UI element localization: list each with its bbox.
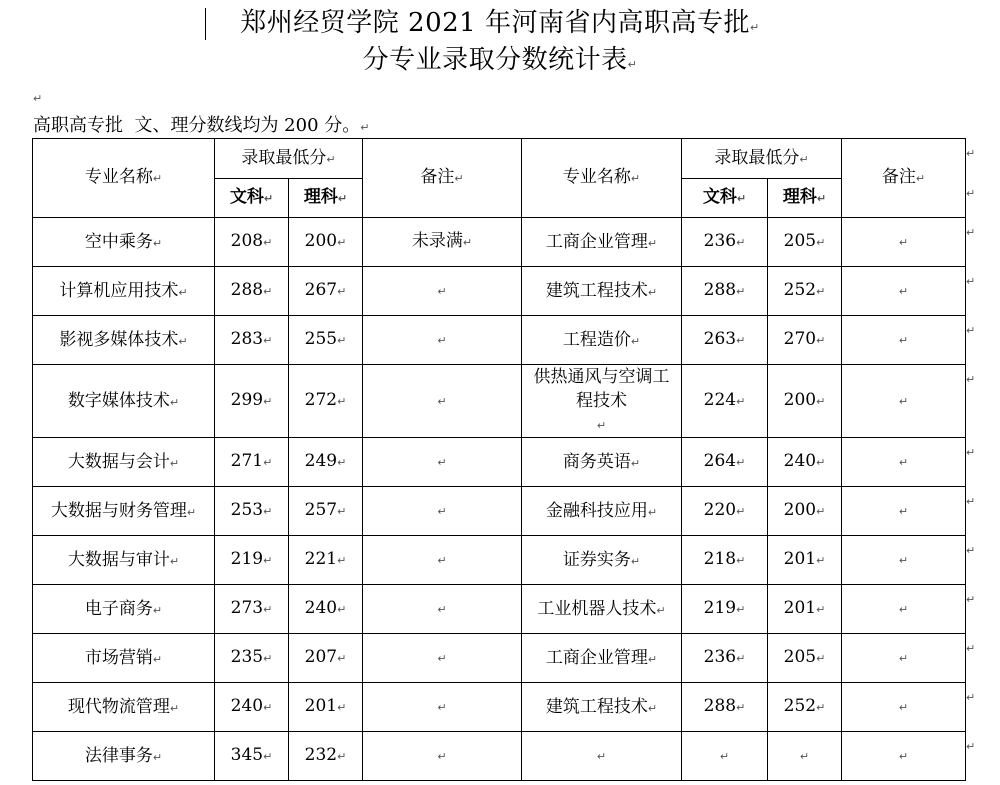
- right-remark-cell: ↵: [842, 536, 966, 585]
- left-liberal-score-cell: 271↵: [215, 438, 289, 487]
- left-science-score-cell: 240↵: [289, 585, 363, 634]
- right-science-score-cell: ↵: [768, 732, 842, 781]
- left-major-cell: 电子商务↵: [33, 585, 215, 634]
- right-major-cell: 供热通风与空调工程技术↵: [522, 365, 682, 438]
- left-liberal-score-cell: 283↵: [215, 316, 289, 365]
- row-end-mark: ↵: [966, 543, 976, 557]
- left-remark-cell: 未录满↵: [363, 218, 522, 267]
- left-major-cell: 大数据与会计↵: [33, 438, 215, 487]
- right-science-score-cell: 270↵: [768, 316, 842, 365]
- row-end-mark: ↵: [966, 274, 976, 288]
- left-science-score-cell: 249↵: [289, 438, 363, 487]
- left-major-cell: 大数据与财务管理↵: [33, 487, 215, 536]
- right-remark-cell: ↵: [842, 585, 966, 634]
- header-min-score-right: 录取最低分↵: [682, 139, 842, 179]
- row-end-mark: ↵: [966, 186, 976, 200]
- right-remark-cell: ↵: [842, 487, 966, 536]
- row-end-mark: ↵: [966, 739, 976, 753]
- right-remark-cell: ↵: [842, 732, 966, 781]
- row-end-mark: ↵: [966, 323, 976, 337]
- left-liberal-score-cell: 345↵: [215, 732, 289, 781]
- header-liberal-right: 文科↵: [682, 179, 768, 218]
- left-major-cell: 市场营销↵: [33, 634, 215, 683]
- right-major-cell: 建筑工程技术↵: [522, 267, 682, 316]
- left-remark-cell: ↵: [363, 536, 522, 585]
- header-science-right: 理科↵: [768, 179, 842, 218]
- left-liberal-score-cell: 219↵: [215, 536, 289, 585]
- right-liberal-score-cell: 236↵: [682, 634, 768, 683]
- right-major-cell: 建筑工程技术↵: [522, 683, 682, 732]
- left-liberal-score-cell: 299↵: [215, 365, 289, 438]
- right-liberal-score-cell: 288↵: [682, 267, 768, 316]
- left-science-score-cell: 232↵: [289, 732, 363, 781]
- left-science-score-cell: 207↵: [289, 634, 363, 683]
- header-row: [33, 139, 966, 179]
- right-major-cell: 工业机器人技术↵: [522, 585, 682, 634]
- left-remark-cell: ↵: [363, 585, 522, 634]
- right-major-cell: ↵: [522, 732, 682, 781]
- left-science-score-cell: 221↵: [289, 536, 363, 585]
- left-science-score-cell: 201↵: [289, 683, 363, 732]
- left-major-cell: 现代物流管理↵: [33, 683, 215, 732]
- right-liberal-score-cell: 264↵: [682, 438, 768, 487]
- left-remark-cell: ↵: [363, 732, 522, 781]
- row-end-mark: ↵: [966, 146, 976, 160]
- right-major-cell: 金融科技应用↵: [522, 487, 682, 536]
- left-major-cell: 影视多媒体技术↵: [33, 316, 215, 365]
- left-major-cell: 计算机应用技术↵: [33, 267, 215, 316]
- right-science-score-cell: 205↵: [768, 634, 842, 683]
- table-row: [33, 585, 966, 634]
- right-science-score-cell: 201↵: [768, 585, 842, 634]
- right-major-cell: 工商企业管理↵: [522, 634, 682, 683]
- left-major-cell: 数字媒体技术↵: [33, 365, 215, 438]
- right-remark-cell: ↵: [842, 365, 966, 438]
- table-row: [33, 267, 966, 316]
- right-liberal-score-cell: 236↵: [682, 218, 768, 267]
- right-remark-cell: ↵: [842, 438, 966, 487]
- document-title-line1: 郑州经贸学院 2021 年河南省内高职高专批↵: [240, 8, 760, 38]
- header-science-left: 理科↵: [289, 179, 363, 218]
- left-major-cell: 大数据与审计↵: [33, 536, 215, 585]
- right-liberal-score-cell: 218↵: [682, 536, 768, 585]
- table-row: [33, 487, 966, 536]
- score-line-note: 高职高专批 文、理分数线均为 200 分。↵: [33, 115, 370, 136]
- right-liberal-score-cell: ↵: [682, 732, 768, 781]
- left-liberal-score-cell: 235↵: [215, 634, 289, 683]
- right-major-cell: 工程造价↵: [522, 316, 682, 365]
- row-end-mark: ↵: [966, 225, 976, 239]
- right-remark-cell: ↵: [842, 683, 966, 732]
- header-major-left: 专业名称↵: [33, 139, 215, 218]
- right-major-cell: 工商企业管理↵: [522, 218, 682, 267]
- left-science-score-cell: 272↵: [289, 365, 363, 438]
- row-end-mark: ↵: [966, 445, 976, 459]
- right-science-score-cell: 240↵: [768, 438, 842, 487]
- left-science-score-cell: 255↵: [289, 316, 363, 365]
- right-liberal-score-cell: 288↵: [682, 683, 768, 732]
- right-science-score-cell: 200↵: [768, 365, 842, 438]
- row-end-mark: ↵: [966, 641, 976, 655]
- header-min-score-left: 录取最低分↵: [215, 139, 363, 179]
- left-remark-cell: ↵: [363, 267, 522, 316]
- table-row: [33, 316, 966, 365]
- left-major-cell: 空中乘务↵: [33, 218, 215, 267]
- right-major-cell: 证券实务↵: [522, 536, 682, 585]
- left-science-score-cell: 257↵: [289, 487, 363, 536]
- right-science-score-cell: 200↵: [768, 487, 842, 536]
- right-science-score-cell: 252↵: [768, 267, 842, 316]
- row-end-mark: ↵: [966, 372, 976, 386]
- left-liberal-score-cell: 288↵: [215, 267, 289, 316]
- admission-score-table: [32, 138, 966, 781]
- header-remark-right: 备注↵: [842, 139, 966, 218]
- left-science-score-cell: 267↵: [289, 267, 363, 316]
- right-liberal-score-cell: 263↵: [682, 316, 768, 365]
- header-liberal-left: 文科↵: [215, 179, 289, 218]
- left-liberal-score-cell: 208↵: [215, 218, 289, 267]
- row-end-mark: ↵: [966, 592, 976, 606]
- left-science-score-cell: 200↵: [289, 218, 363, 267]
- right-science-score-cell: 252↵: [768, 683, 842, 732]
- header-remark-left: 备注↵: [363, 139, 522, 218]
- table-row: [33, 365, 966, 438]
- right-liberal-score-cell: 224↵: [682, 365, 768, 438]
- table-row: [33, 732, 966, 781]
- header-major-right: 专业名称↵: [522, 139, 682, 218]
- right-remark-cell: ↵: [842, 634, 966, 683]
- left-remark-cell: ↵: [363, 365, 522, 438]
- left-liberal-score-cell: 240↵: [215, 683, 289, 732]
- right-remark-cell: ↵: [842, 267, 966, 316]
- left-remark-cell: ↵: [363, 634, 522, 683]
- table-row: [33, 634, 966, 683]
- table-row: [33, 438, 966, 487]
- paragraph-mark: ↵: [33, 92, 43, 105]
- left-major-cell: 法律事务↵: [33, 732, 215, 781]
- left-liberal-score-cell: 253↵: [215, 487, 289, 536]
- right-science-score-cell: 205↵: [768, 218, 842, 267]
- left-remark-cell: ↵: [363, 487, 522, 536]
- right-science-score-cell: 201↵: [768, 536, 842, 585]
- table-row: [33, 536, 966, 585]
- left-liberal-score-cell: 273↵: [215, 585, 289, 634]
- left-remark-cell: ↵: [363, 683, 522, 732]
- right-remark-cell: ↵: [842, 218, 966, 267]
- row-end-mark: ↵: [966, 690, 976, 704]
- left-remark-cell: ↵: [363, 316, 522, 365]
- right-liberal-score-cell: 219↵: [682, 585, 768, 634]
- row-end-mark: ↵: [966, 494, 976, 508]
- right-remark-cell: ↵: [842, 316, 966, 365]
- right-major-cell: 商务英语↵: [522, 438, 682, 487]
- left-remark-cell: ↵: [363, 438, 522, 487]
- document-title-line2: 分专业录取分数统计表↵: [362, 45, 638, 75]
- table-row: [33, 683, 966, 732]
- right-liberal-score-cell: 220↵: [682, 487, 768, 536]
- table-row: [33, 218, 966, 267]
